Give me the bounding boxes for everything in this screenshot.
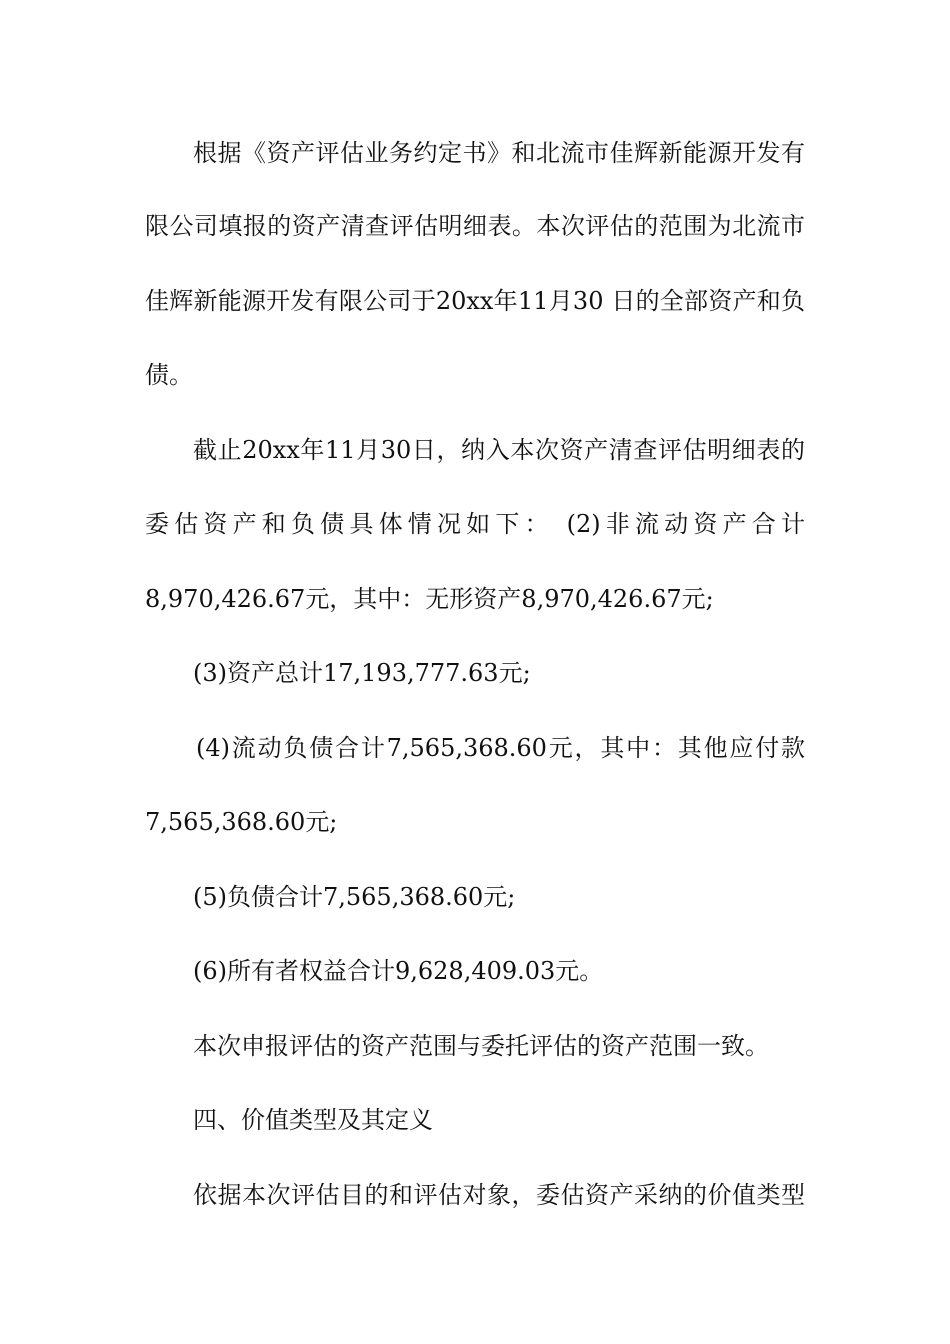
paragraph-line-7: 8,970,426.67元，其中：无形资产8,970,426.67元; xyxy=(145,585,714,613)
paragraph-line-8: (3)资产总计17,193,777.63元; xyxy=(193,659,531,687)
paragraph-line-13: 本次申报评估的资产范围与委托评估的资产范围一致。 xyxy=(193,1032,769,1060)
paragraph-line-3: 佳辉新能源开发有限公司于20xx年11月30 日的全部资产和负 xyxy=(145,287,805,315)
paragraph-line-11: (5)负债合计7,565,368.60元; xyxy=(193,883,516,911)
paragraph-line-6: 委估资产和负债具体情况如下： (2)非流动资产合计 xyxy=(145,510,805,538)
paragraph-line-2: 限公司填报的资产清查评估明细表。本次评估的范围为北流市 xyxy=(145,212,805,240)
paragraph-line-1: 根据《资产评估业务约定书》和北流市佳辉新能源开发有 xyxy=(193,139,805,167)
paragraph-line-9: (4)流动负债合计7,565,368.60元，其中：其他应付款 xyxy=(196,734,805,762)
paragraph-line-15: 依据本次评估目的和评估对象，委估资产采纳的价值类型 xyxy=(193,1181,805,1209)
paragraph-line-10: 7,565,368.60元; xyxy=(145,808,338,836)
paragraph-line-4: 债。 xyxy=(145,361,193,389)
paragraph-line-12: (6)所有者权益合计9,628,409.03元。 xyxy=(193,957,604,985)
paragraph-line-5: 截止20xx年11月30日，纳入本次资产清查评估明细表的 xyxy=(193,436,805,464)
section-heading: 四、价值类型及其定义 xyxy=(193,1106,433,1134)
